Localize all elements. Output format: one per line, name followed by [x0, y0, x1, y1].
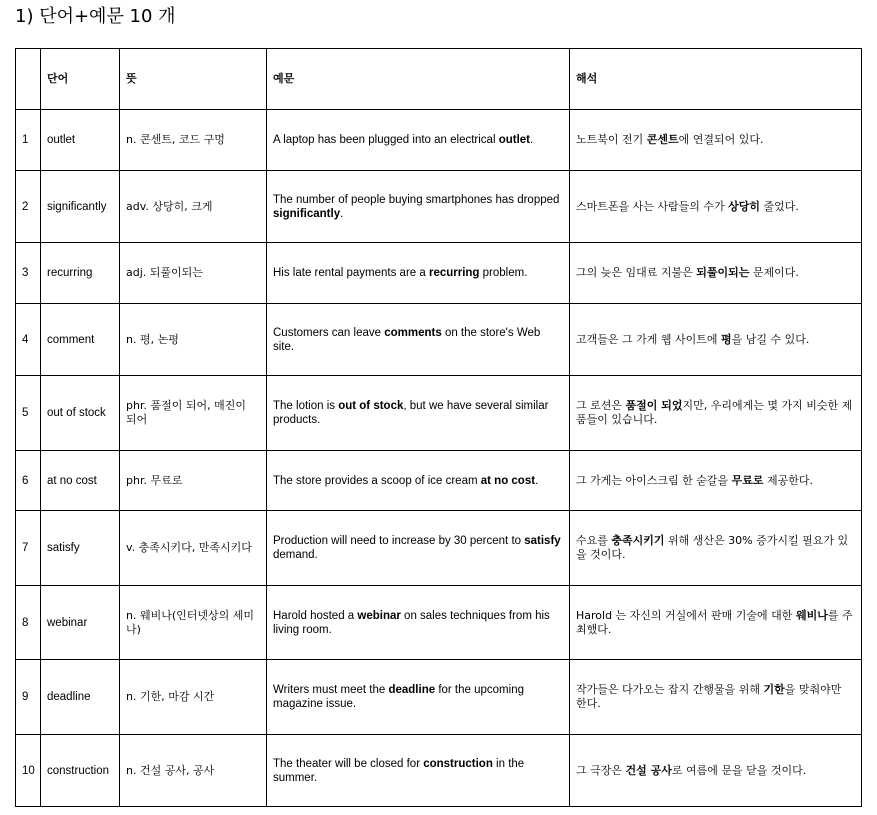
translation-highlight: 기한 — [763, 683, 785, 696]
example-cell — [267, 171, 570, 243]
translation-highlight: 충족시키기 — [611, 534, 665, 547]
row-number: 10 — [16, 735, 41, 807]
word-cell: webinar — [41, 586, 120, 660]
translation-text: 작가들은 다가오는 잡지 간행물을 위해 — [576, 683, 764, 696]
example-text: problem. — [479, 267, 528, 279]
example-text: Harold hosted a — [273, 609, 358, 622]
table-row — [16, 110, 862, 171]
translation-highlight: 품절이 되었 — [625, 399, 683, 412]
column-header-example: 예문 — [267, 49, 570, 110]
meaning-cell: n. 기한, 마감 시간 — [120, 660, 267, 735]
meaning-cell: n. 건설 공사, 공사 — [120, 735, 267, 807]
word-cell: satisfy — [41, 511, 120, 586]
translation-cell — [570, 110, 862, 171]
translation-highlight: 평 — [721, 332, 732, 346]
example-cell — [267, 243, 570, 304]
translation-cell — [570, 451, 862, 511]
translation-text: 그의 늦은 임대료 지불은 — [576, 266, 697, 279]
translation-text: 로 여름에 문을 닫을 것이다. — [671, 763, 807, 777]
word-cell: construction — [41, 735, 120, 807]
example-cell — [267, 110, 570, 171]
translation-highlight: 콘센트 — [646, 133, 679, 146]
row-number: 5 — [16, 376, 41, 451]
example-cell — [267, 586, 570, 660]
example-text: . — [530, 134, 534, 146]
example-cell — [267, 511, 570, 586]
meaning-cell: phr. 품절이 되어, 매진이 되어 — [120, 376, 267, 451]
word-cell: out of stock — [41, 376, 120, 451]
example-text: The store provides a scoop of ice cream — [273, 474, 481, 487]
table-row — [16, 304, 862, 376]
translation-cell — [570, 171, 862, 243]
translation-highlight: 건설 공사 — [625, 763, 672, 777]
table-row — [16, 243, 862, 304]
meaning-cell: n. 평, 논평 — [120, 304, 267, 376]
table-row — [16, 171, 862, 243]
example-cell — [267, 451, 570, 511]
translation-highlight: 상당히 — [728, 199, 761, 213]
meaning-cell: n. 콘센트, 코드 구멍 — [120, 110, 267, 171]
word-cell: comment — [41, 304, 120, 376]
vocab-table — [15, 48, 862, 807]
example-cell — [267, 735, 570, 807]
meaning-cell: n. 웨비나(인터넷상의 세미나) — [120, 586, 267, 660]
example-text: His late rental payments are a — [273, 267, 429, 279]
translation-cell — [570, 586, 862, 660]
translation-text: 를 주최했다. — [576, 608, 853, 636]
table-row — [16, 376, 862, 451]
example-highlight: deadline — [388, 684, 436, 696]
translation-cell — [570, 376, 862, 451]
example-highlight: webinar — [357, 609, 401, 622]
translation-text: 줄었다. — [760, 199, 799, 213]
example-highlight: comments — [384, 326, 442, 339]
translation-text: 스마트폰을 사는 사람들의 수가 — [576, 199, 729, 213]
example-text: Writers must meet the — [273, 684, 389, 696]
example-text: for the upcoming magazine issue. — [273, 684, 524, 710]
example-text: on the store's Web site. — [273, 326, 541, 353]
table-row — [16, 451, 862, 511]
example-cell — [267, 376, 570, 451]
example-cell — [267, 304, 570, 376]
row-number: 8 — [16, 586, 41, 660]
translation-cell — [570, 660, 862, 735]
example-highlight: satisfy — [524, 535, 561, 547]
table-row — [16, 586, 862, 660]
example-text: , but we have several similar products. — [273, 400, 549, 426]
example-text: Customers can leave — [273, 326, 385, 339]
translation-text: Harold 는 자신의 거실에서 판매 기술에 대한 — [576, 608, 796, 622]
meaning-cell: phr. 무료로 — [120, 451, 267, 511]
row-number: 6 — [16, 451, 41, 511]
translation-text: 고객들은 그 가게 웹 사이트에 — [576, 332, 721, 346]
translation-cell — [570, 511, 862, 586]
translation-text: 그 가게는 아이스크림 한 숟갈을 — [576, 473, 732, 487]
example-text: . — [340, 207, 344, 220]
column-header-translation: 해석 — [570, 49, 862, 110]
example-text: demand. — [273, 549, 318, 561]
table-header-row — [16, 49, 862, 110]
meaning-cell: adj. 되풀이되는 — [120, 243, 267, 304]
example-highlight: outlet — [498, 134, 531, 146]
word-cell: significantly — [41, 171, 120, 243]
example-text: Production will need to increase by 30 percent to — [273, 535, 525, 547]
translation-cell — [570, 304, 862, 376]
meaning-cell: v. 충족시키다, 만족시키다 — [120, 511, 267, 586]
table-row — [16, 735, 862, 807]
word-cell: recurring — [41, 243, 120, 304]
table-row — [16, 660, 862, 735]
translation-cell — [570, 735, 862, 807]
translation-text: 제공한다. — [763, 473, 814, 487]
translation-highlight: 웨비나 — [795, 608, 828, 622]
example-text: The lotion is — [273, 400, 339, 412]
example-text: . — [535, 474, 539, 487]
row-number: 1 — [16, 110, 41, 171]
word-cell: at no cost — [41, 451, 120, 511]
example-text: The number of people buying smartphones has dropped — [273, 193, 560, 206]
translation-text: 그 극장은 — [576, 763, 626, 777]
column-header-meaning: 뜻 — [120, 49, 267, 110]
example-cell — [267, 660, 570, 735]
translation-text: 수요를 — [576, 534, 612, 547]
translation-cell — [570, 243, 862, 304]
translation-highlight: 무료로 — [731, 473, 764, 487]
translation-text: 에 연결되어 있다. — [678, 133, 764, 146]
example-text: in the summer. — [273, 757, 525, 784]
translation-highlight: 되풀이되는 — [696, 266, 750, 279]
column-header-word: 단어 — [41, 49, 120, 110]
row-number: 2 — [16, 171, 41, 243]
translation-text: 노트북이 전기 — [576, 133, 647, 146]
translation-text: 위해 생산은 30% 증가시킬 필요가 있을 것이다. — [576, 534, 849, 561]
translation-text: 그 로션은 — [576, 399, 626, 412]
example-text: on sales techniques from his living room. — [273, 609, 550, 636]
column-header-number — [16, 49, 41, 110]
translation-text: 지만, 우리에게는 몇 가지 비슷한 제품들이 있습니다. — [576, 399, 853, 426]
meaning-cell: adv. 상당히, 크게 — [120, 171, 267, 243]
example-text: A laptop has been plugged into an electrical — [273, 134, 499, 146]
page-heading: 1) 단어+예문 10 개 — [15, 6, 176, 27]
example-highlight: significantly — [273, 207, 341, 220]
row-number: 4 — [16, 304, 41, 376]
example-highlight: construction — [423, 757, 493, 770]
row-number: 3 — [16, 243, 41, 304]
word-cell: outlet — [41, 110, 120, 171]
example-highlight: at no cost — [480, 474, 536, 487]
table-row — [16, 511, 862, 586]
example-highlight: out of stock — [338, 400, 404, 412]
row-number: 7 — [16, 511, 41, 586]
translation-text: 문제이다. — [749, 266, 799, 279]
word-cell: deadline — [41, 660, 120, 735]
example-text: The theater will be closed for — [273, 757, 424, 770]
translation-text: 을 남길 수 있다. — [731, 332, 810, 346]
example-highlight: recurring — [428, 267, 480, 279]
row-number: 9 — [16, 660, 41, 735]
translation-text: 을 맞춰야만 한다. — [576, 683, 842, 710]
